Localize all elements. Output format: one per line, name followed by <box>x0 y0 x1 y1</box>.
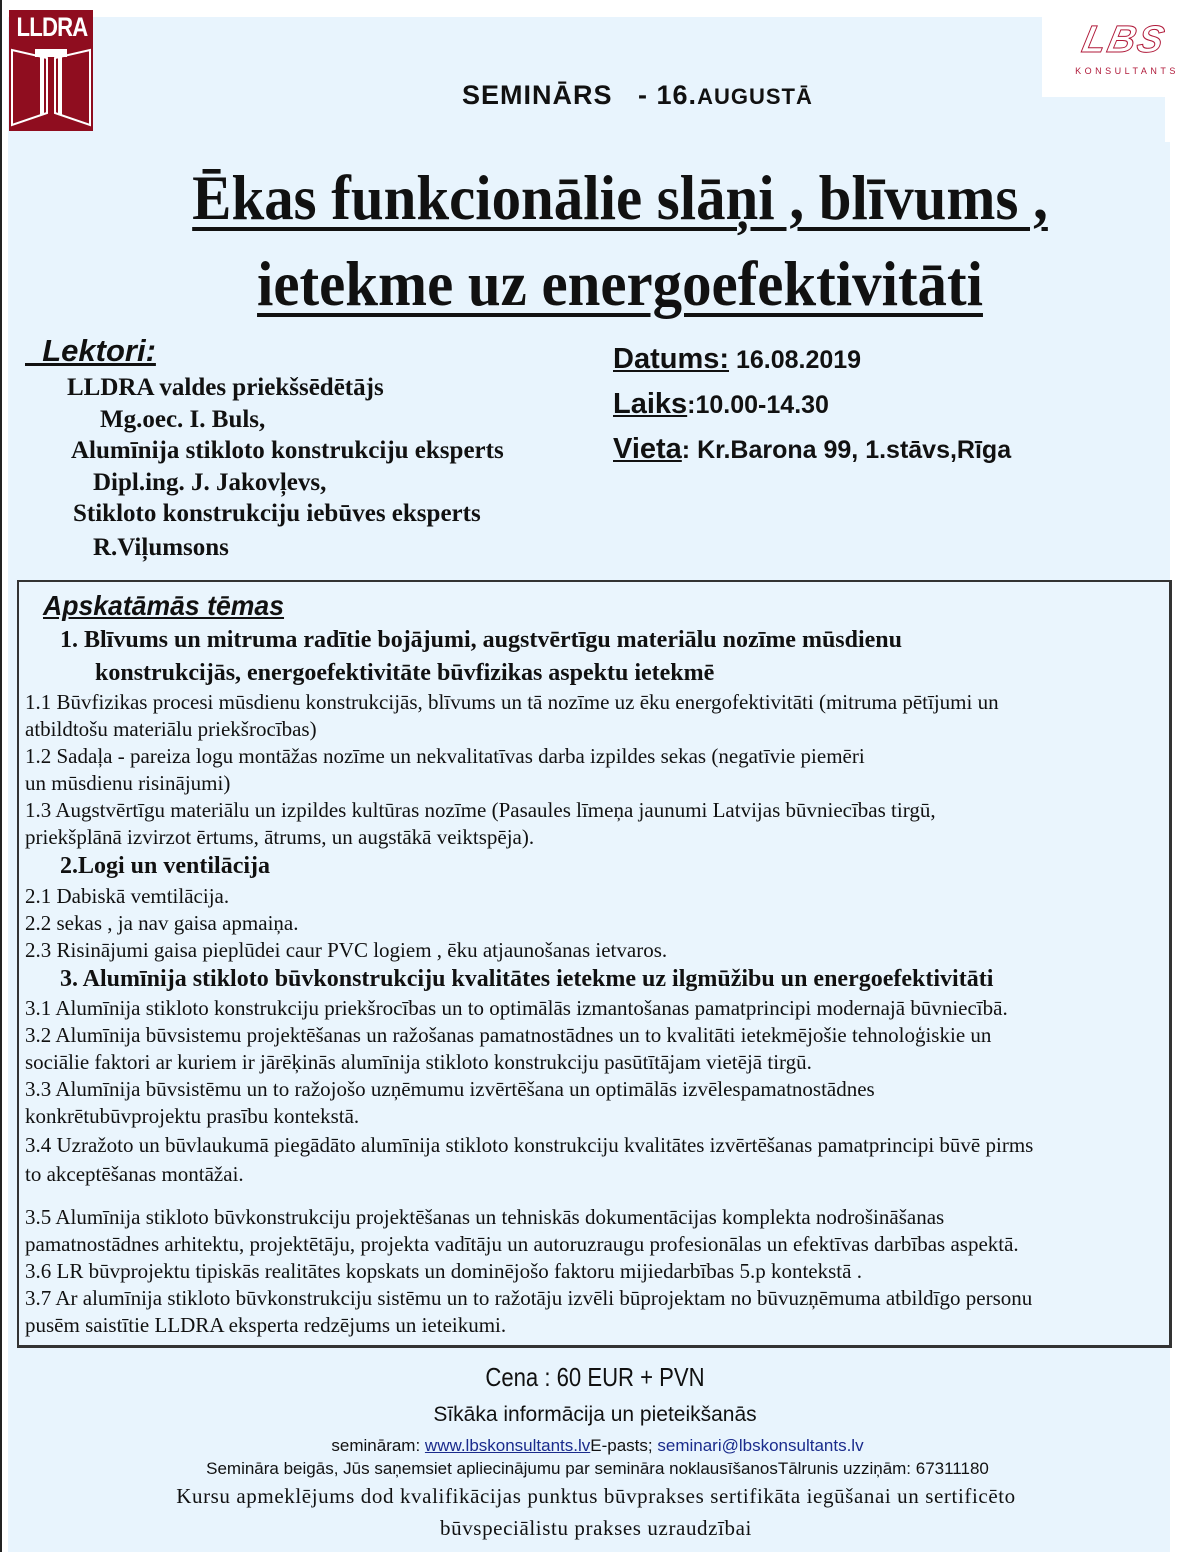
topic-item: to akceptēšanas montāžai. <box>25 1162 244 1186</box>
seminar-label: SEMINĀRS <box>462 80 613 110</box>
topic-item: 3.3 Alumīnija būvsistēmu un to ražojošo uzņēmumu izvērtēšana un optimālās izvēlespamatnostādnes <box>25 1077 875 1101</box>
certificate-note: Semināra beigās, Jūs saņemsiet apliecinājumu par semināra noklausīšanosTālrunis uzziņām: 67311180 <box>206 1459 989 1478</box>
topic-item: priekšplānā izvirzot ērtums, ātrums, un augstākā veiktspēja). <box>25 825 535 849</box>
page-left-border <box>0 0 2 1552</box>
event-time-label: Laiks <box>613 388 688 420</box>
lldra-logo <box>9 10 93 131</box>
topic-section-title: 1. Blīvums un mitruma radītie bojājumi, augstvērtīgu materiālu nozīme mūsdienu <box>60 627 903 653</box>
topic-item: atbildtošu materiālu priekšrocības) <box>25 717 317 741</box>
topic-item: 3.7 Ar alumīnija stikloto būvkonstrukciju sistēmu un to ražotāju izvēli būprojektam no būvuzņēmuma atbildīgo personu <box>25 1286 1033 1310</box>
lecturer-line: Alumīnija stikloto konstrukciju eksperts <box>71 437 504 464</box>
email-label: E-pasts; <box>590 1436 658 1455</box>
topic-item: 3.1 Alumīnija stikloto konstrukciju priekšrocības un to optimālās izmantošanas pamatprincipi modernajā būvniecībā. <box>25 996 1008 1020</box>
event-place <box>613 433 1011 466</box>
lecturer-line: Dipl.ing. J. Jakovļevs, <box>93 469 327 496</box>
event-place-value: : Kr.Barona 99, 1.stāvs,Rīga <box>681 436 1012 464</box>
email-link[interactable]: seminari@lbskonsultants.lv <box>657 1436 864 1455</box>
event-place-label: Vieta <box>613 433 682 465</box>
topic-item: 3.4 Uzražoto un būvlaukumā piegādāto alumīnija stikloto konstrukciju kvalitātes izvērtēšanas pamatprincipi būvē pirms <box>25 1133 1034 1157</box>
topic-item: 2.3 Risinājumi gaisa pieplūdei caur PVC logiem , ēku atjaunošanas ietvaros. <box>25 938 668 962</box>
topic-item: 3.6 LR būvprojektu tipiskās realitātes kopskats un dominējošo faktoru mijiedarbības 5.p kontekstā . <box>25 1259 862 1283</box>
topic-section-title: 3. Alumīnija stikloto būvkonstrukciju kvalitātes ietekme uz ilgmūžibu un energoefektivitāti <box>60 966 994 992</box>
title-line-2: ietekme uz energoefektivitāti <box>257 248 983 319</box>
lecturers-heading: Lektori: <box>25 333 156 368</box>
credits-line-2: būvspeciālistu prakses uzraudzībai <box>440 1516 752 1540</box>
lecturer-line: Stikloto konstrukciju iebūves eksperts <box>73 500 481 527</box>
seminar-date-prefix: - 16. <box>638 80 698 110</box>
event-date-label: Datums: <box>613 343 730 375</box>
price: Cena : 60 EUR + PVN <box>485 1362 705 1392</box>
seminar-date-month: AUGUSTĀ <box>697 84 813 109</box>
topic-item: 2.2 sekas , ja nav gaisa apmaiņa. <box>25 911 299 935</box>
lbs-konsultants-logo <box>1042 17 1200 97</box>
topic-section-title: 2.Logi un ventilācija <box>60 853 271 879</box>
topic-section-title: konstrukcijās, energoefektivitāte būvfizikas aspektu ietekmē <box>95 660 715 686</box>
topic-item: 1.2 Sadaļa - pareiza logu montāžas nozīme un nekvalitatīvas darba izpildes sekas (negatīvie piemēri <box>25 744 865 768</box>
lldra-logo-text: LLDRA <box>16 12 88 42</box>
topic-item: 3.2 Alumīnija būvsistemu projektēšanas un ražošanas pamatnostādnes un to kvalitāti ietekmējošie tehnoloģiskie un <box>25 1023 992 1047</box>
lecturer-line: Mg.oec. I. Buls, <box>100 406 266 433</box>
seminar-header <box>462 80 813 111</box>
more-info-heading: Sīkāka informācija un pieteikšanās <box>433 1403 757 1426</box>
topic-item: 2.1 Dabiskā vemtilācija. <box>25 884 230 908</box>
event-time <box>613 388 829 421</box>
topic-item: pusēm saistītie LLDRA eksperta redzējums un ieteikumi. <box>25 1313 507 1337</box>
topic-item: 1.3 Augstvērtīgu materiālu un izpildes kultūras nozīme (Pasaules līmeņa jaunumi Latvijas būvniecības tirgū, <box>25 798 936 822</box>
corner-notch <box>1165 97 1200 142</box>
topic-item: konkrētubūvprojektu prasību kontekstā. <box>25 1104 360 1128</box>
topic-item: 3.5 Alumīnija stikloto būvkonstrukciju projektēšanas un tehniskās dokumentācijas komplekta nodrošināšanas <box>25 1205 945 1229</box>
topic-item: sociālie faktori ar kuriem ir jārēķinās alumīnija stikloto konstrukciju pasūtītājam vietējā tirgū. <box>25 1050 812 1074</box>
contact-line <box>0 1436 1195 1456</box>
event-date-value: 16.08.2019 <box>729 346 862 374</box>
topics-heading: Apskatāmās tēmas <box>43 590 285 621</box>
topic-item: 1.1 Būvfizikas procesi mūsdienu konstrukcijās, blīvums un tā nozīme uz ēku energofektivitāti (mitruma pētījumi un <box>25 690 999 714</box>
contact-prefix: semināram: <box>331 1436 425 1455</box>
website-link[interactable]: www.lbskonsultants.lv <box>424 1436 591 1455</box>
title-line-1: Ēkas funkcionālie slāņi , blīvums , <box>192 162 1048 233</box>
credits-line-1: Kursu apmeklējums dod kvalifikācijas punktus būvprakses sertifikāta iegūšanai un sertificēto <box>176 1484 1016 1508</box>
topic-item: pamatnostādnes arhitektu, projektētāju, projekta vadītāju un autoruzraugu profesionālas un efektīvas darbības aspektā. <box>25 1232 1019 1256</box>
lbs-logo-mark: LBS <box>1078 19 1170 61</box>
lecturer-line: R.Viļumsons <box>93 534 229 561</box>
lldra-building-icon <box>9 48 93 131</box>
event-time-value: :10.00-14.30 <box>687 391 829 419</box>
credits-note <box>0 1480 1192 1544</box>
topic-item: un mūsdienu risinājumi) <box>25 771 231 795</box>
event-date <box>613 343 861 376</box>
page-title <box>105 155 1135 327</box>
lbs-logo-subtitle: KONSULTANTS <box>1075 66 1179 76</box>
lecturer-line: LLDRA valdes priekšsēdētājs <box>67 374 384 401</box>
